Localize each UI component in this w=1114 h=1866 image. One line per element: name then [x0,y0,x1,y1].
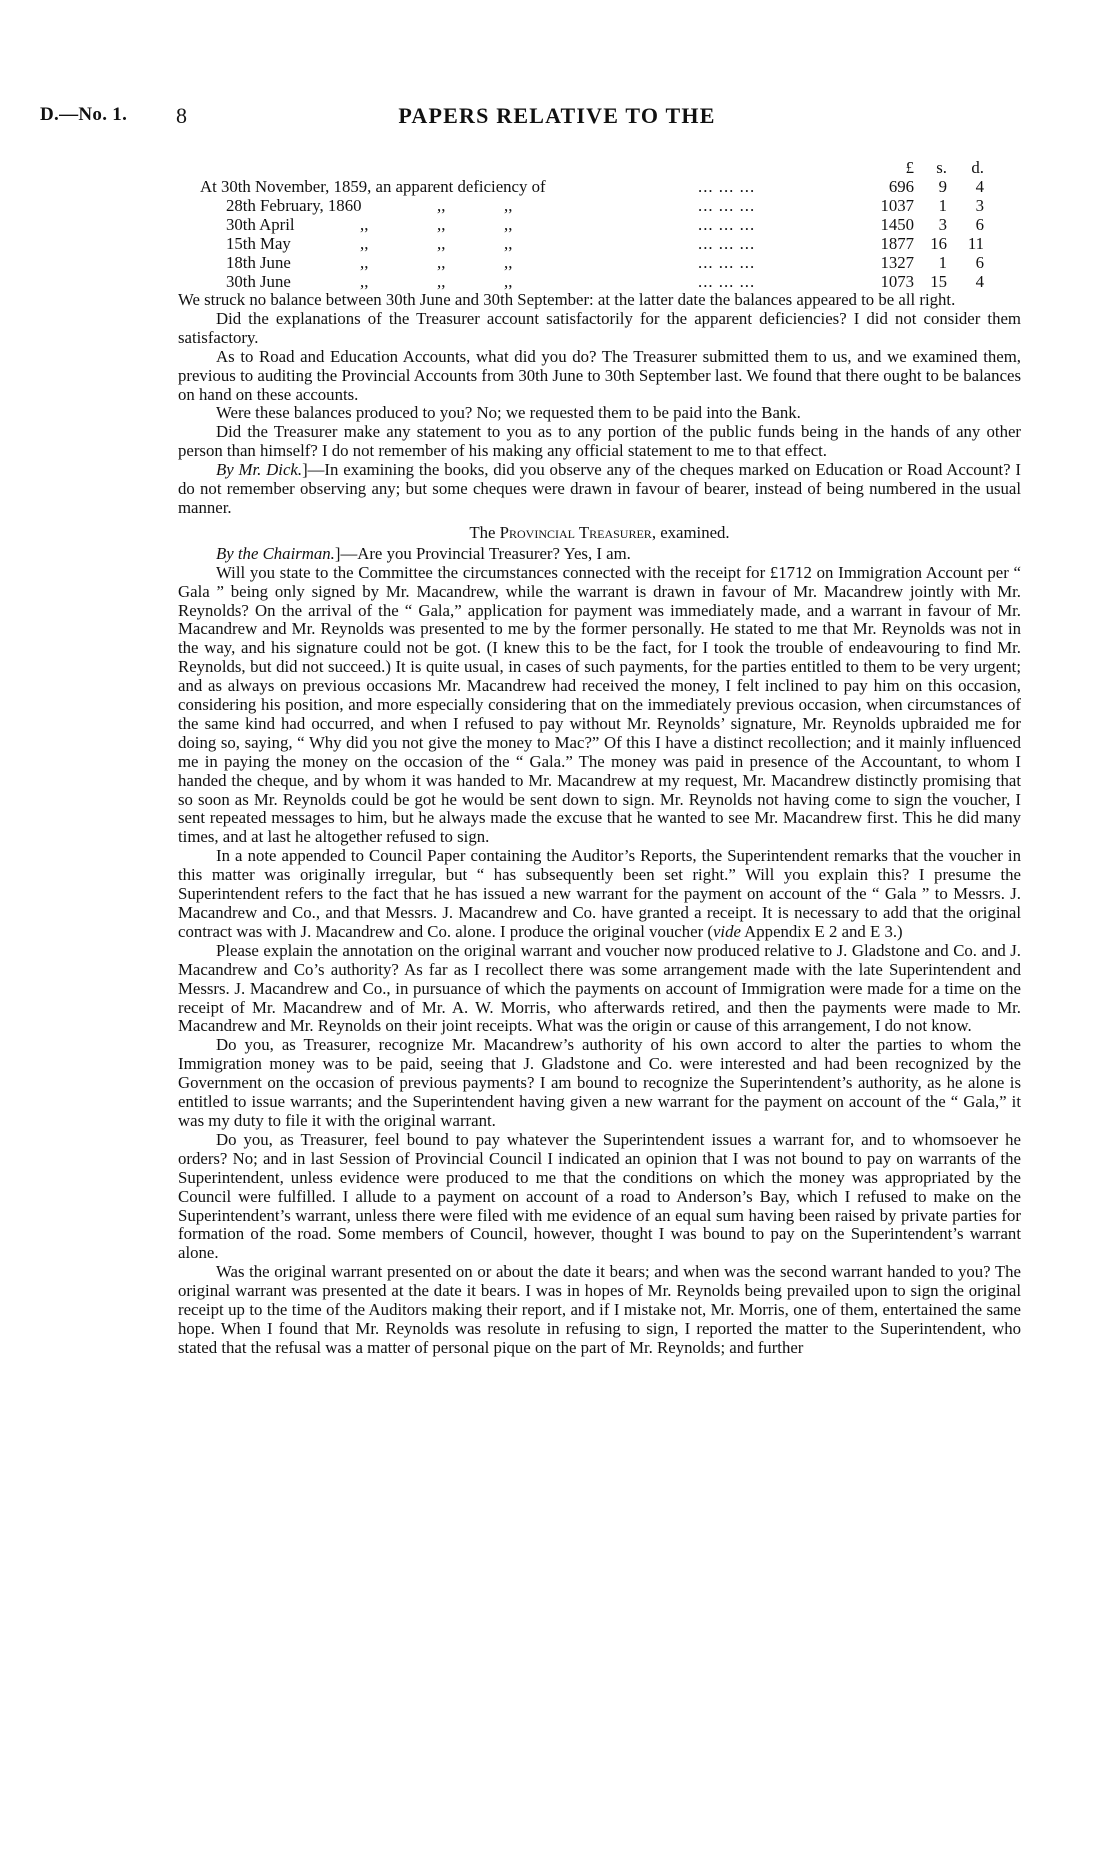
ditto-mark: ,, [504,253,513,272]
paragraph: Did the Treasurer make any statement to you as to any portion of the public funds being in the hands of any other person than himself? I do not remember of his making any official statement to me to that effect. [178,422,1021,461]
paragraph: Was the original warrant presented on or about the date it bears; and when was the second warrant handed to you? The original warrant was presented at the date it bears. I was in hopes of Mr. Reynolds being prevailed upon to sign the original receipt up to the time of the Auditors making their report, and if I mistake not, Mr. Morris, one of them, entertained the same hope. When I found that Mr. Reynolds was resolute in refusing to sign, I reported the matter to the Superintendent, who stated that the refusal was a matter of personal pique on the part of Mr. Reynolds; and further [178,1262,1021,1357]
leader-dots: ... ... ... [698,196,756,215]
pence-value: 4 [975,177,984,196]
pounds-header: £ [905,158,914,177]
leader-dots: ... ... ... [698,177,756,196]
paragraph: Please explain the annotation on the original warrant and voucher now produced relative to J. Gladstone and Co. and J. Macandrew and Co’s authority? As far as I recollect there was some arrangement made with the late Superintendent and Messrs. J. Macandrew and Co., in pursuance of which the payments on account of Immigration were made for a time on the receipt of Mr. Macandrew and of Mr. A. W. Morris, who afterwards retired, and then the payments were made to Mr. Macandrew and Mr. Reynolds on their joint receipts. What was the origin or cause of this arrangement, I do not know. [178,940,1021,1036]
ditto-mark: ,, [437,215,446,234]
heading-small-caps: Provincial Treasurer [499,522,652,542]
section-heading [178,524,1021,543]
heading-post: , examined. [651,522,730,542]
paragraph: Did the explanations of the Treasurer account satisfactorily for the apparent deficiencies? I did not consider them satisfactory. [178,308,1021,347]
row-date: 28th February, 1860 [226,196,362,215]
pence-value: 11 [967,234,984,253]
paragraph-text: In a note appended to Council Paper containing the Auditor’s Reports, the Superintendent remarks that the voucher in this matter was originally irregular, but “ has subsequently been set right.” Will you explain this? I presume the Superintendent refers to the fact that he has issued a new warrant for the payment on account of the “ Gala ” to Messrs. J. Macandrew and Co., and that Messrs. J. Macandrew and Co. have granted a receipt. It is necessary to add that the original contract was with J. Macandrew and Co. alone. I produce the original voucher ( [178,846,1021,941]
paragraph: Were these balances produced to you? No; we requested them to be paid into the Bank. [216,403,801,423]
leader-dots: ... ... ... [698,253,756,272]
table-row [178,253,1021,272]
ditto-mark: ,, [437,253,446,272]
ditto-mark: ,, [360,253,369,272]
ditto-mark: ,, [437,234,446,253]
shillings-value: 3 [938,215,947,234]
shillings-value: 15 [930,272,947,291]
pounds-value: 1073 [880,272,914,291]
pence-header: d. [971,158,984,177]
paragraph-text: ]—Are you Provincial Treasurer? Yes, I am. [334,543,631,563]
ditto-mark: ,, [360,272,369,291]
leader-dots: ... ... ... [698,215,756,234]
pounds-value: 1450 [880,215,914,234]
pounds-value: 1877 [880,234,914,253]
ditto-mark: ,, [504,215,513,234]
pounds-value: 1327 [880,253,914,272]
paragraph: As to Road and Education Accounts, what did you do? The Treasurer submitted them to us, and we examined them, previous to auditing the Provincial Accounts from 30th June to 30th September last. We found that there ought to be balances on hand on these accounts. [178,346,1021,404]
leader-dots: ... ... ... [698,234,756,253]
ditto-mark: ,, [360,234,369,253]
paragraph-text: ]—In examining the books, did you observe any of the cheques marked on Education or Road Account? I do not remember observing any; but some cheques were drawn in favour of bearer, instead of being numbered in the usual manner. [178,460,1021,517]
paragraph-text: Appendix E 2 and E 3.) [740,921,903,941]
leader-dots: ... ... ... [698,272,756,291]
shillings-header: s. [936,158,947,177]
paragraph [178,461,1021,518]
paragraph: Will you state to the Committee the circumstances connected with the receipt for £1712 on Immigration Account per “ Gala ” being only signed by Mr. Macandrew, while the warrant is drawn in favour of Mr. Macandrew jointly with Mr. Reynolds? On the arrival of the “ Gala,” application for payment was immediately made, and a warrant in favour of Mr. Macandrew and Mr. Reynolds was presented to me by the former personally. He stated to me that Mr. Reynolds was not in the way, and his signature could not be got. (I knew this to be the fact, for I took the trouble of endeavouring to find Mr. Reynolds, but did not succeed.) It is quite usual, in cases of such payments, for the parties entitled to them to be very urgent; and as always on previous occasions Mr. Macandrew had received the money, I felt inclined to pay him on this occasion, considering his position, and more especially considering that on the immediately previous occasion, when circumstances of the same kind had occurred, and when I refused to pay without Mr. Reynolds’ signature, Mr. Reynolds upbraided me for doing so, saying, “ Why did you not give the money to Mac?” Of this I have a distinct recollection; and it mainly influenced me in paying the money on the occasion of the “ Gala.” The money was paid in presence of the Accountant, to whom I handed the cheque, and by whom it was handed to Mr. Macandrew at my request, Mr. Macandrew distinctly promising that so soon as Mr. Reynolds could be got he would be sent down to sign. Mr. Reynolds not having come to sign the voucher, I sent repeated messages to him, but he always made the excuse that he wanted to see Mr. Macandrew first. This he did many times, and at last he altogether refused to sign. [178,562,1021,847]
speaker-lead: By the Chairman. [216,543,335,563]
shillings-value: 1 [938,196,947,215]
table-row [178,234,1021,253]
ditto-mark: ,, [504,196,513,215]
table-row [178,196,1021,215]
ditto-mark: ,, [504,234,513,253]
document-id: D.—No. 1. [40,104,128,125]
shillings-value: 1 [938,253,947,272]
table-row [178,177,1021,196]
pence-value: 3 [975,196,984,215]
row-date: 18th June [226,253,291,272]
row-date: 30th June [226,272,291,291]
ditto-mark: ,, [360,215,369,234]
pounds-value: 1037 [880,196,914,215]
paragraph: Do you, as Treasurer, feel bound to pay whatever the Superintendent issues a warrant for, and to whomsoever he orders? No; and in last Session of Provincial Council I indicated an opinion that I was not bound to pay on warrants of the Superintendent, unless evidence were produced to me that the conditions on which the money was appropriated by the Council were fulfilled. I allude to a payment on account of a road to Anderson’s Bay, which I refused to make on the Superintendent’s warrant, unless there were filed with me evidence of an equal sum having been raised by private parties for formation of the road. Some members of Council, however, thought I was bound to pay on the Superintendent’s warrant alone. [178,1129,1021,1263]
pence-value: 6 [975,253,984,272]
pounds-value: 696 [888,177,914,196]
running-title: PAPERS RELATIVE TO THE [398,103,716,128]
currency-header-row [178,158,1021,177]
page-number: 8 [176,103,187,128]
ditto-mark: ,, [504,272,513,291]
table-row [178,215,1021,234]
shillings-value: 16 [930,234,947,253]
ditto-mark: ,, [437,196,446,215]
italic-word: vide [712,921,741,941]
paragraph: We struck no balance between 30th June and 30th September: at the latter date the balances appeared to be all right. [178,290,956,309]
paragraph [178,545,1021,564]
table-row [178,272,1021,291]
row-date: 15th May [226,234,291,253]
ditto-mark: ,, [437,272,446,291]
pence-value: 4 [975,272,984,291]
speaker-lead: By Mr. Dick. [216,460,303,480]
paragraph [178,847,1021,942]
row-date: 30th April [226,215,295,234]
heading-pre: The [469,522,496,542]
paragraph: Do you, as Treasurer, recognize Mr. Macandrew’s authority of his own accord to alter the parties to whom the Immigration money was to be paid, seeing that J. Gladstone and Co. were interested and had been recognized by the Government on the occasion of previous payments? I am bound to recognize the Superintendent’s authority, as he alone is entitled to issue warrants; and the Superintendent having given a new warrant for the payment on account of the “ Gala,” it was my duty to file it with the original warrant. [178,1035,1021,1130]
shillings-value: 9 [938,177,947,196]
document-body [178,291,1021,1358]
pence-value: 6 [975,215,984,234]
row-intro: At 30th November, 1859, an apparent deficiency of [200,177,546,196]
